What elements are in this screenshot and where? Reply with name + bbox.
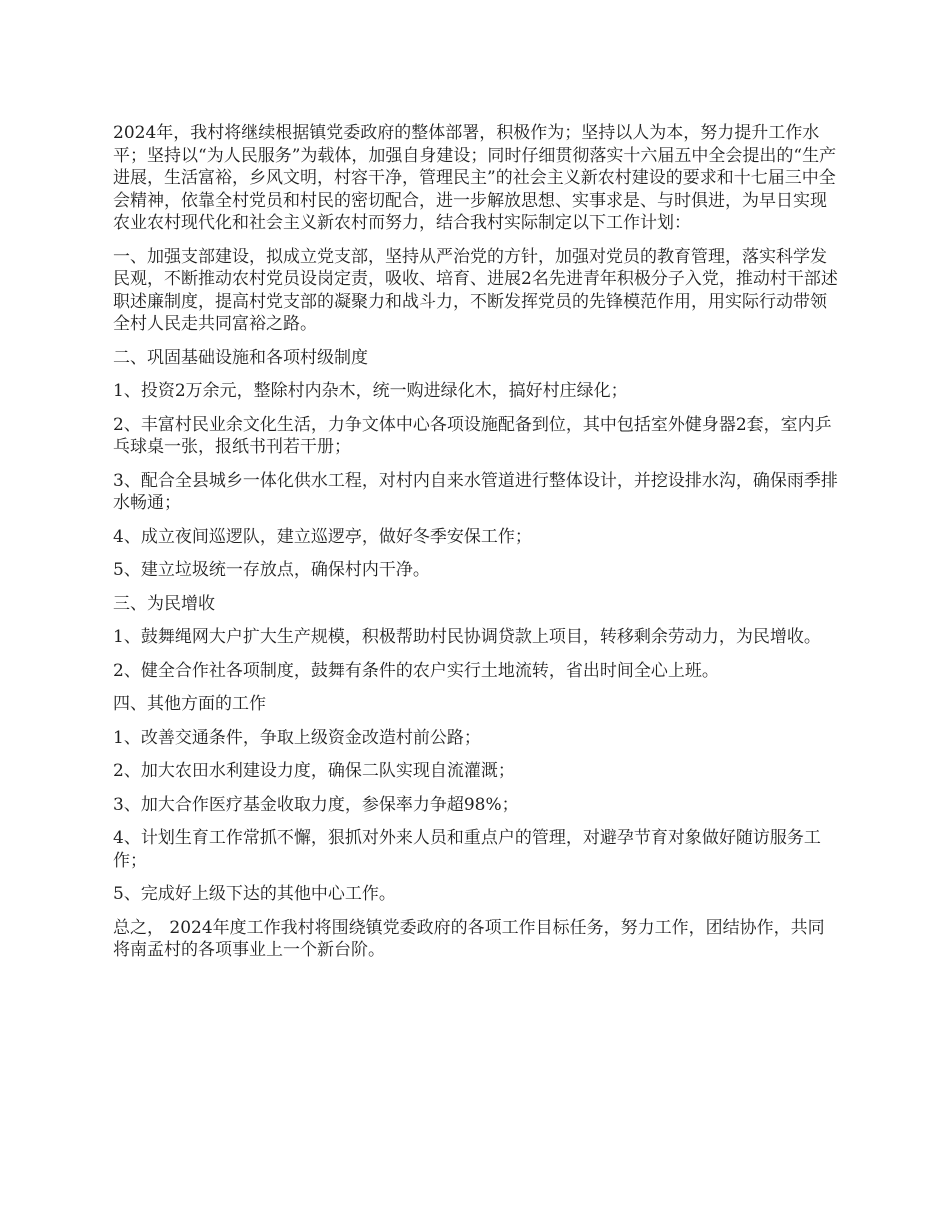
conclusion-paragraph: 总之， 2024年度工作我村将围绕镇党委政府的各项工作目标任务，努力工作，团结协作，共同将南孟村的各项事业上一个新台阶。 (113, 917, 825, 960)
section-3-item-1: 1、鼓舞绳网大户扩大生产规模，积极帮助村民协调贷款上项目，转移剩余劳动力，为民增收。 (113, 627, 821, 647)
section-3-heading: 三、为民增收 (113, 593, 215, 614)
intro-paragraph: 2024年，我村将继续根据镇党委政府的整体部署，积极作为；坚持以人为本，努力提升工作水平；坚持以“为人民服务”为载体，加强自身建设；同时仔细贯彻落实十六届五中全会提出的“生产进展，生活富裕，乡风文明，村容干净，管理民主”的社会主义新农村建设的要求和十七届三中全会精神，依靠全村党员和村民的密切配合，进一步解放思想、实事求是、与时俱进，为早日实现农业农村现代化和社会主义新农村而努力，结合我村实际制定以下工作计划： (113, 123, 837, 233)
section-4-item-3: 3、加大合作医疗基金收取力度，参保率力争超98%； (113, 794, 519, 815)
section-4-heading: 四、其他方面的工作 (113, 694, 266, 714)
section-3-item-2: 2、健全合作社各项制度，鼓舞有条件的农户实行土地流转，省出时间全心上班。 (113, 660, 719, 681)
section-2-heading: 二、巩固基础设施和各项村级制度 (113, 347, 368, 368)
section-2-item-5: 5、建立垃圾统一存放点，确保村内干净。 (113, 560, 430, 580)
section-2-item-2: 2、丰富村民业余文化生活，力争文体中心各项设施配备到位，其中包括室外健身器2套，室内乒乓球桌一张，报纸书刊若干册； (113, 414, 832, 457)
section-4-item-2: 2、加大农田水利建设力度，确保二队实现自流灌溉； (113, 761, 515, 781)
section-4-item-5: 5、完成好上级下达的其他中心工作。 (113, 884, 396, 904)
section-1-paragraph: 一、加强支部建设，拟成立党支部，坚持从严治党的方针，加强对党员的教育管理，落实科学发民观，不断推动农村党员设岗定责，吸收、培育、进展2名先进青年积极分子入党，推动村干部述职述廉制度，提高村党支部的凝聚力和战斗力，不断发挥党员的先锋模范作用，用实际行动带领全村人民走共同富裕之路。 (113, 246, 838, 334)
section-4-item-1: 1、改善交通条件，争取上级资金改造村前公路； (113, 727, 481, 748)
section-2-item-4: 4、成立夜间巡逻队，建立巡逻亭，做好冬季安保工作； (113, 526, 532, 547)
section-4-item-4: 4、计划生育工作常抓不懈，狠抓对外来人员和重点户的管理，对避孕节育对象做好随访服务工作； (113, 828, 821, 871)
section-2-item-1: 1、投资2万余元，整除村内杂木，统一购进绿化木，搞好村庄绿化； (113, 381, 628, 401)
document-body (113, 122, 838, 973)
section-2-item-3: 3、配合全县城乡一体化供水工程，对村内自来水管道进行整体设计，并挖设排水沟，确保雨季排水畅通； (113, 470, 838, 513)
